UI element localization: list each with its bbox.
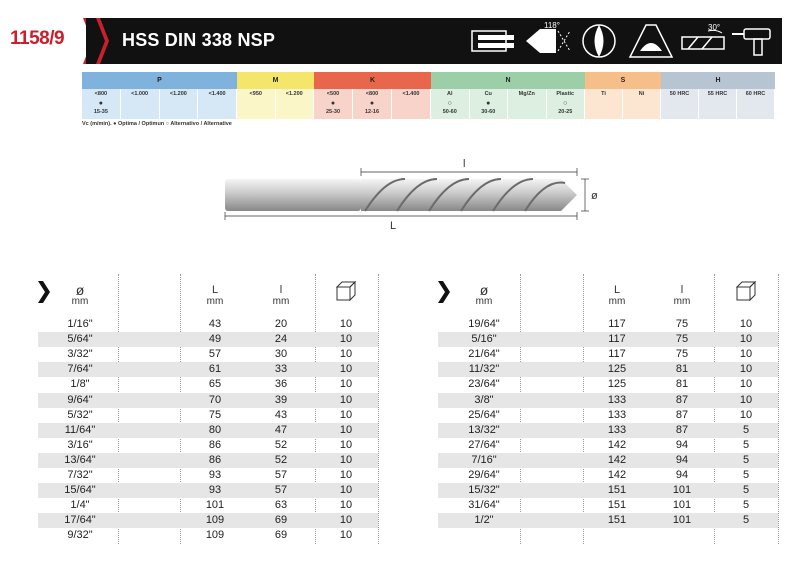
pack-quantity-cell: 5 (742, 438, 750, 451)
total-length-cell: 109 (205, 514, 225, 527)
flute-length-cell: 87 (675, 393, 689, 406)
table-row (438, 377, 778, 392)
helix-angle-label: 30° (708, 23, 721, 32)
suitability-marker (160, 99, 198, 108)
helix-angle-icon (678, 21, 728, 61)
total-length-cell: 86 (208, 438, 222, 451)
flute-length-header (256, 285, 306, 307)
total-length-cell: 117 (608, 348, 626, 361)
cutting-speed-legend: Vc (m/min). ● Optima / Optimun ○ Alternativo / Alternative (82, 121, 232, 127)
diameter-dimension (581, 179, 589, 211)
diameter-label: ø (591, 190, 598, 202)
table-row (38, 438, 378, 453)
material-speed-cell (623, 99, 661, 119)
diameter-cell: 1/4" (70, 499, 90, 512)
point-angle-icon (522, 21, 572, 61)
flute-length-cell: 39 (274, 393, 288, 406)
pack-quantity-cell: 10 (339, 393, 353, 406)
material-group-k: K (314, 72, 431, 89)
cutting-speed-range: 30-60 (481, 109, 496, 115)
table-row (38, 513, 378, 528)
total-length-cell: 75 (208, 408, 222, 421)
suitability-marker: ○ (447, 100, 452, 107)
flute-length-cell: 63 (274, 499, 288, 512)
pack-quantity-cell: 10 (339, 363, 353, 376)
flute-length-cell: 69 (274, 529, 288, 542)
table-row (438, 317, 778, 332)
flute-length-cell: 87 (675, 423, 689, 436)
material-subgroup: 60 HRC (737, 89, 775, 99)
pack-quantity-cell: 10 (739, 378, 753, 391)
suitability-marker (585, 99, 622, 108)
pack-quantity-cell: 10 (739, 408, 753, 421)
material-speed-cell (121, 99, 160, 119)
pack-quantity-cell: 10 (339, 423, 353, 436)
material-subgroup: Ni (623, 89, 661, 99)
diameter-cell: 15/32" (468, 484, 500, 497)
cutting-speed-range (585, 108, 622, 117)
pack-quantity-cell: 10 (339, 378, 353, 391)
pack-quantity-cell: 10 (339, 348, 353, 361)
cutting-speed-range (160, 108, 198, 117)
split-point-icon (574, 21, 624, 61)
pack-quantity-cell: 5 (742, 499, 750, 512)
flute-length-cell: 52 (274, 453, 288, 466)
cutting-speed-range (198, 108, 236, 117)
header-symbol: l (279, 284, 283, 296)
table-row (38, 468, 378, 483)
total-length-dimension (225, 212, 577, 220)
pack-quantity-cell: 10 (739, 363, 753, 376)
material-speed-cell (431, 99, 470, 119)
pack-quantity-cell: 10 (339, 514, 353, 527)
suitability-marker (737, 99, 774, 108)
box-icon (335, 280, 357, 302)
flute-length-cell: 94 (675, 453, 689, 466)
pack-quantity-cell: 5 (742, 423, 750, 436)
cylindrical-shank-icon (470, 21, 520, 61)
material-speed-cell (508, 99, 547, 119)
total-length-cell: 125 (607, 378, 627, 391)
power-drill-icon (730, 21, 780, 61)
material-subgroup: <1.200 (160, 89, 199, 99)
total-length-cell: 93 (208, 484, 222, 497)
section-chevron-icon (438, 281, 450, 303)
total-length-cell: 151 (607, 514, 627, 527)
cutting-speed-range (661, 108, 698, 117)
flute-length-cell: 87 (675, 408, 689, 421)
flute-length-cell: 47 (274, 423, 288, 436)
pack-quantity-cell: 5 (742, 453, 750, 466)
table-row (38, 453, 378, 468)
diameter-cell: 13/32" (468, 423, 500, 436)
material-speed-cell (470, 99, 509, 119)
table-row (38, 498, 378, 513)
material-group-p: P (82, 72, 237, 89)
diameter-cell: 29/64" (468, 469, 500, 481)
cutting-speed-range: 12-16 (364, 109, 380, 115)
material-speed-cell (661, 99, 699, 119)
material-speed-cell (547, 99, 586, 119)
pack-quantity-cell: 10 (339, 529, 353, 542)
suitability-marker: ○ (563, 100, 568, 107)
suitability-marker: ● (486, 100, 491, 107)
suitability-marker (198, 99, 236, 108)
total-length-cell: 142 (607, 438, 627, 451)
material-subgroup: <1.400 (198, 89, 237, 99)
pack-quantity-cell: 10 (339, 408, 353, 421)
diameter-cell: 1/2" (474, 514, 494, 527)
diameter-cell: 23/64" (468, 378, 500, 391)
material-speed-cell (737, 99, 775, 119)
flute-length-cell: 94 (675, 438, 689, 451)
diameter-cell: 5/64" (67, 333, 93, 346)
total-length-cell: 151 (607, 499, 627, 512)
total-length-header (190, 285, 240, 307)
point-angle-label: 118° (544, 21, 560, 30)
suitability-marker: ● (369, 100, 375, 107)
drill-shank (225, 179, 361, 211)
diameter-cell: 21/64" (468, 348, 500, 361)
suitability-marker (699, 99, 736, 108)
total-length-cell: 49 (208, 333, 222, 346)
material-group-n: N (431, 72, 585, 89)
pack-quantity-cell: 10 (339, 318, 353, 330)
pack-quantity-cell: 10 (739, 348, 753, 361)
material-subgroup: Cu (470, 89, 509, 99)
diameter-cell: 3/16" (67, 438, 93, 451)
header-unit: mm (272, 296, 290, 307)
table-row (438, 408, 778, 423)
flute-length-dimension (361, 168, 577, 176)
pack-quantity-cell: 10 (739, 393, 753, 406)
suitability-marker (661, 99, 698, 108)
material-subgroup: Al (431, 89, 470, 99)
drill-body (361, 179, 577, 211)
flute-length-cell: 81 (675, 363, 689, 376)
material-speed-cell (699, 99, 737, 119)
diameter-cell: 7/32" (67, 469, 93, 481)
table-row (438, 468, 778, 483)
flute-length-cell: 94 (675, 469, 689, 481)
cutting-speed-range (508, 108, 546, 117)
table-row (438, 347, 778, 362)
flute-length-cell: 36 (274, 378, 288, 391)
cutting-speed-range (121, 108, 159, 117)
table-row (438, 453, 778, 468)
pack-quantity-cell: 10 (339, 469, 353, 481)
suitability-marker (623, 99, 660, 108)
column-divider (778, 274, 779, 544)
flute-length-cell: 43 (274, 408, 288, 421)
table-row (38, 393, 378, 408)
diameter-cell: 5/16" (471, 333, 497, 346)
material-speed-cell (160, 99, 199, 119)
table-row (38, 377, 378, 392)
material-group-h: H (661, 72, 775, 89)
pack-quantity-cell: 10 (339, 333, 353, 346)
cutting-speed-range: 50-60 (442, 109, 457, 115)
header-unit: mm (673, 296, 691, 307)
column-divider (378, 274, 379, 544)
material-subgroup: Mg/Zn (508, 89, 547, 99)
cutting-speed-range (237, 108, 275, 117)
table-row (38, 317, 378, 332)
total-length-cell: 65 (208, 378, 222, 391)
diameter-cell: 9/64" (67, 393, 93, 406)
table-row (438, 498, 778, 513)
cutting-speed-range (392, 108, 430, 117)
material-speed-cell (198, 99, 237, 119)
cutting-speed-range (737, 108, 774, 117)
total-length-cell: 117 (608, 318, 626, 330)
diameter-cell: 7/16" (471, 453, 497, 466)
pack-quantity-cell: 5 (742, 484, 750, 497)
diameter-cell: 17/64" (64, 514, 96, 527)
flute-length-cell: 24 (274, 333, 288, 346)
suitability-marker: ● (330, 100, 336, 107)
catalog-code: 1158/9 (10, 28, 65, 49)
pack-quantity-cell: 10 (739, 333, 753, 346)
total-length-cell: 133 (607, 393, 627, 406)
flute-length-cell: 69 (274, 514, 288, 527)
diameter-cell: 25/64" (468, 408, 500, 421)
pack-quantity-cell: 10 (339, 438, 353, 451)
header-unit: mm (206, 296, 224, 307)
total-length-label: L (390, 220, 397, 232)
flute-length-cell: 57 (274, 484, 288, 497)
header-symbol: ø (479, 282, 489, 298)
diameter-cell: 19/64" (468, 318, 500, 330)
material-speed-cell (82, 99, 121, 119)
diameter-cell: 3/8" (474, 393, 494, 406)
material-subgroup: Ti (585, 89, 623, 99)
flute-length-cell: 101 (672, 514, 692, 527)
table-row (438, 438, 778, 453)
table-row (438, 423, 778, 438)
total-length-cell: 101 (205, 499, 225, 512)
suitability-marker (392, 99, 430, 108)
total-length-cell: 70 (208, 393, 222, 406)
flute-length-cell: 52 (274, 438, 288, 451)
table-row (438, 332, 778, 347)
header-symbol: L (211, 284, 219, 296)
table-row (38, 362, 378, 377)
cutting-speed-range (276, 108, 314, 117)
total-length-cell: 125 (607, 363, 627, 376)
table-row (38, 528, 378, 543)
header-symbol: L (613, 284, 621, 296)
diameter-cell: 1/8" (70, 378, 90, 391)
product-title: HSS DIN 338 NSP (122, 30, 276, 50)
diameter-cell: 1/16" (67, 318, 93, 330)
pack-quantity-cell: 5 (742, 469, 750, 481)
diameter-cell: 11/32" (468, 363, 500, 376)
flute-length-cell: 75 (675, 318, 689, 330)
diameter-cell: 15/64" (64, 484, 96, 497)
total-length-cell: 93 (208, 469, 222, 481)
suitability-marker: ● (98, 100, 103, 107)
suitability-marker (237, 99, 275, 108)
total-length-header (592, 285, 642, 307)
material-subgroup: <1.200 (276, 89, 315, 99)
diameter-cell: 11/64" (64, 423, 96, 436)
diameter-cell: 3/32" (67, 348, 93, 361)
diameter-cell: 13/64" (64, 453, 96, 466)
material-subgroup: <800 (353, 89, 392, 99)
material-speed-cell (276, 99, 315, 119)
flute-length-header (657, 285, 707, 307)
total-length-cell: 86 (208, 453, 222, 466)
suitability-marker (276, 99, 314, 108)
header-unit: mm (71, 296, 89, 307)
diameter-header (55, 282, 105, 307)
total-length-cell: 133 (607, 423, 627, 436)
diameter-cell: 5/32" (67, 408, 93, 421)
material-subgroup: 50 HRC (661, 89, 699, 99)
header-symbol: ø (75, 282, 85, 298)
drill-drawing (215, 155, 605, 235)
material-subgroup: <800 (82, 89, 121, 99)
suitability-marker (508, 99, 546, 108)
cutting-speed-range: 20-25 (558, 109, 573, 115)
material-subgroup: <1.400 (392, 89, 431, 99)
material-speed-cell (237, 99, 276, 119)
drill-flute-icon (626, 21, 676, 61)
flute-length-cell: 101 (672, 484, 692, 497)
material-group-s: S (585, 72, 661, 89)
diameter-cell: 31/64" (468, 499, 500, 512)
cutting-speed-range: 25-30 (325, 109, 341, 115)
table-row (38, 347, 378, 362)
diameter-header (459, 282, 509, 307)
material-subgroup: Plastic (547, 89, 586, 99)
material-group-m: M (237, 72, 314, 89)
pack-quantity-cell: 10 (339, 453, 353, 466)
table-row (38, 423, 378, 438)
table-row (38, 408, 378, 423)
pack-quantity-cell: 5 (742, 514, 750, 527)
pack-quantity-cell: 10 (339, 499, 353, 512)
flute-length-cell: 57 (274, 469, 288, 481)
table-row (38, 332, 378, 347)
material-subgroup: <1.000 (121, 89, 160, 99)
pack-quantity-cell: 10 (739, 318, 753, 330)
flute-length-label: l (463, 158, 466, 170)
total-length-cell: 57 (208, 348, 222, 361)
table-row (438, 362, 778, 377)
total-length-cell: 117 (608, 333, 626, 346)
table-row (438, 393, 778, 408)
total-length-cell: 80 (208, 423, 222, 436)
total-length-cell: 43 (208, 318, 222, 330)
table-row (38, 483, 378, 498)
flute-length-cell: 101 (672, 499, 692, 512)
table-row (438, 483, 778, 498)
flute-length-cell: 33 (274, 363, 288, 376)
total-length-cell: 133 (607, 408, 627, 421)
cutting-speed-range (699, 108, 736, 117)
header-unit: mm (475, 296, 493, 307)
cutting-speed-range (623, 108, 660, 117)
feature-icon-strip (468, 18, 782, 64)
material-subgroup: <500 (314, 89, 353, 99)
material-speed-cell (353, 99, 392, 119)
flute-length-cell: 20 (274, 318, 288, 330)
title-chevron-icon (96, 18, 110, 64)
flute-length-cell: 75 (675, 333, 689, 346)
total-length-cell: 142 (607, 453, 627, 466)
cutting-speed-range: 15-35 (93, 109, 108, 115)
material-speed-cell (392, 99, 431, 119)
material-speed-cell (314, 99, 353, 119)
suitability-marker (121, 99, 159, 108)
total-length-cell: 151 (607, 484, 627, 497)
header-unit: mm (608, 296, 626, 307)
diameter-cell: 9/32" (67, 529, 93, 542)
header-symbol: l (680, 284, 684, 296)
material-speed-cell (585, 99, 623, 119)
material-subgroup: 55 HRC (699, 89, 737, 99)
total-length-cell: 142 (607, 469, 627, 481)
table-row (438, 513, 778, 528)
flute-length-cell: 81 (675, 378, 689, 391)
total-length-cell: 61 (208, 363, 222, 376)
material-subgroup: <950 (237, 89, 276, 99)
box-icon (735, 280, 757, 302)
flute-length-cell: 30 (274, 348, 288, 361)
diameter-cell: 7/64" (67, 363, 93, 376)
flute-length-cell: 75 (675, 348, 689, 361)
total-length-cell: 109 (205, 529, 225, 542)
section-chevron-icon (38, 281, 50, 303)
pack-quantity-cell: 10 (339, 484, 353, 497)
diameter-cell: 27/64" (468, 438, 500, 451)
